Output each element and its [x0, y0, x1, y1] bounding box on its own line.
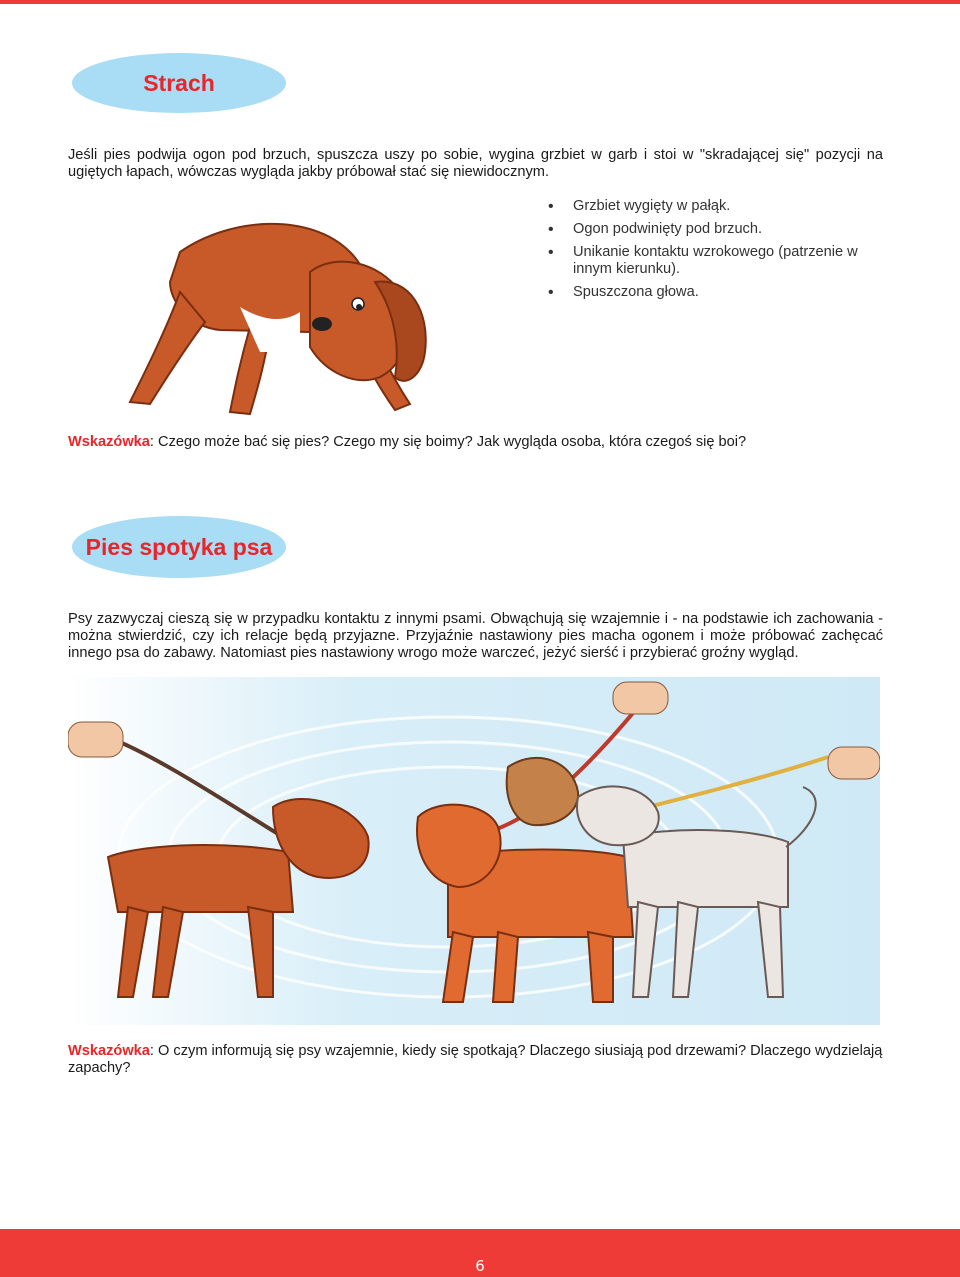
left-dog-body [108, 845, 293, 912]
tip-paragraph-1 [68, 434, 883, 451]
list-item: • Unikanie kontaktu wzrokowego (patrzenie w innym kierunku). [548, 244, 878, 278]
list-item: • Spuszczona głowa. [548, 284, 878, 301]
top-accent-bar [0, 0, 960, 4]
fearful-dog-illustration [110, 212, 430, 422]
tip-paragraph-2 [68, 1043, 883, 1077]
fear-signs-list [548, 198, 878, 307]
dogs-meeting-on-leashes-illustration [68, 677, 880, 1025]
dog-back-leg [130, 292, 205, 404]
tip-text: : Czego może bać się pies? Czego my się boimy? Jak wygląda osoba, która czegoś się boi? [149, 434, 747, 450]
list-item: • Ogon podwinięty pod brzuch. [548, 221, 878, 238]
section-title: Pies spotyka psa [85, 533, 273, 560]
intro-paragraph: Jeśli pies podwija ogon pod brzuch, spuszcza uszy po sobie, wygina grzbiet w garb i stoi w "skradającej się" pozycji na ugiętych łapach, wówczas wygląda jakby próbował stać się niewidocznym. [68, 147, 883, 180]
white-dog-body [623, 830, 788, 907]
hand-right [828, 747, 880, 779]
section-heading-pies-spotyka-psa [72, 516, 286, 578]
tip-label: Wskazówka [68, 434, 150, 450]
list-item: • Grzbiet wygięty w pałąk. [548, 198, 878, 215]
hand-left [68, 722, 123, 757]
tip-label: Wskazówka [68, 1043, 150, 1059]
section-title: Strach [143, 69, 215, 96]
body-paragraph: Psy zazwyczaj cieszą się w przypadku kontaktu z innymi psami. Obwąchują się wzajemnie i - na podstawie ich zachowania - można stwierdzić, czy ich relacje będą przyjazne. Przyjaźnie nastawiony pies macha ogonem i może próbować zachęcać innego psa do zabawy. Natomiast pies nastawiony wrogo może warczeć, jeżyć sierść i przybierać groźny wygląd. [68, 611, 883, 661]
hand-top [613, 682, 668, 714]
tip-text: : O czym informują się psy wzajemnie, kiedy się spotkają? Dlaczego siusiają pod drzewami? Dlaczego wydzielają zapachy? [68, 1043, 883, 1076]
page-number: 6 [475, 1257, 485, 1275]
dog-nose [312, 317, 332, 331]
section-heading-strach [72, 53, 286, 113]
